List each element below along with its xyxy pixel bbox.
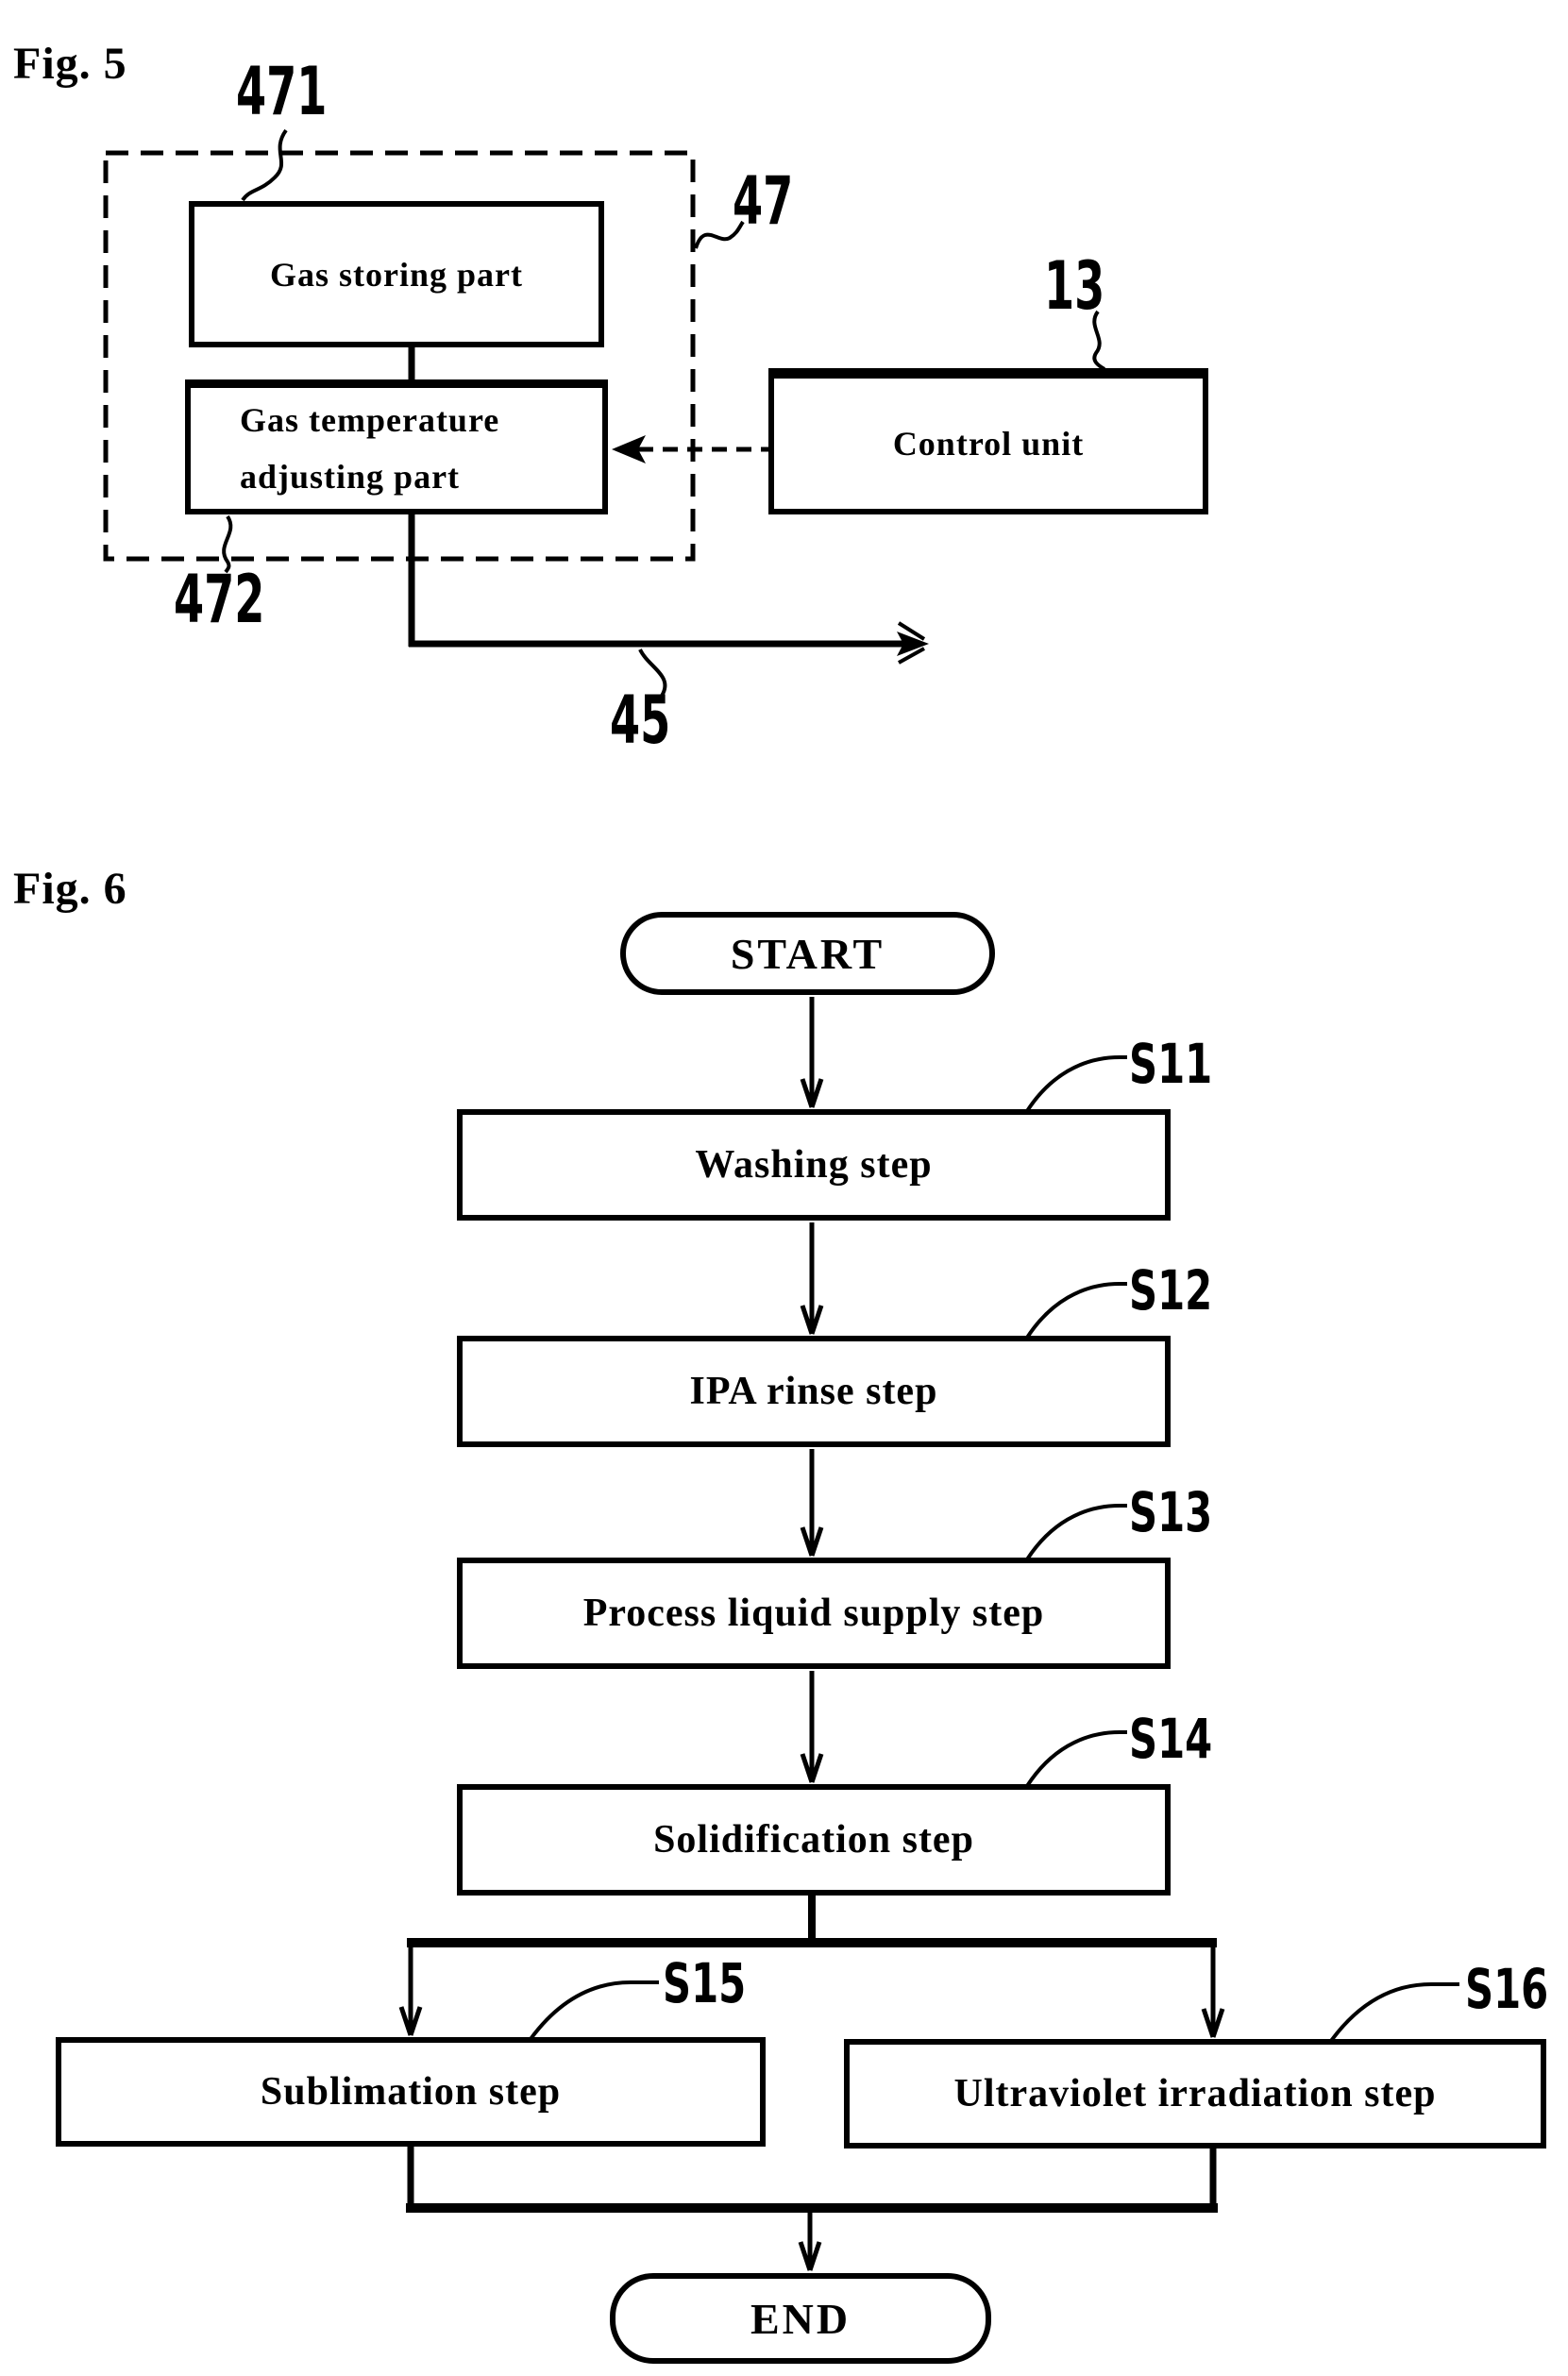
- flow-arrow-split-sublimation: [401, 1945, 420, 2035]
- fig6-title: Fig. 6: [13, 864, 127, 914]
- leader-line-s11: [1027, 1057, 1127, 1111]
- gas-temp-label-line2: adjusting part: [240, 458, 461, 496]
- step-tag-s15: S15: [663, 1951, 747, 2015]
- flow-arrow-split-ultraviolet: [1204, 1945, 1222, 2037]
- step-tag-s13: S13: [1129, 1480, 1213, 1544]
- end-label: END: [750, 2294, 851, 2343]
- gas-output-arrow-45: [897, 623, 929, 663]
- control-unit-box: [768, 368, 1208, 514]
- gas-temperature-adjusting-part-box: [185, 379, 608, 514]
- leader-line-s13: [1027, 1506, 1127, 1559]
- flow-box-process-liquid-supply: [457, 1558, 1171, 1669]
- ref-label-47: 47: [733, 162, 794, 240]
- flow-box-sublimation: [56, 2037, 766, 2147]
- solidification-step-label: Solidification step: [653, 1818, 974, 1862]
- leader-line-s14: [1027, 1732, 1127, 1786]
- ref-label-45: 45: [610, 682, 671, 759]
- control-unit-label: Control unit: [892, 425, 1085, 463]
- step-tag-s11: S11: [1129, 1032, 1213, 1096]
- start-terminal: [620, 912, 995, 995]
- leader-squiggle-471: [243, 130, 286, 200]
- flow-arrow-merge-end: [801, 2210, 819, 2270]
- start-label: START: [730, 929, 885, 978]
- leader-line-s16: [1331, 1984, 1459, 2041]
- flow-arrow-ipa-process: [802, 1449, 821, 1556]
- flow-arrow-process-solidification: [802, 1671, 821, 1782]
- leader-line-s12: [1027, 1284, 1127, 1338]
- flow-arrow-start-washing: [802, 997, 821, 1107]
- sublimation-step-label: Sublimation step: [260, 2070, 562, 2114]
- fig5-title: Fig. 5: [13, 39, 127, 89]
- step-tag-s12: S12: [1129, 1258, 1213, 1323]
- flow-box-solidification: [457, 1784, 1171, 1896]
- gas-temp-label-line1: Gas temperature: [240, 401, 500, 439]
- ultraviolet-irradiation-step-label: Ultraviolet irradiation step: [953, 2072, 1437, 2115]
- gas-storing-part-label: Gas storing part: [270, 255, 523, 294]
- flow-box-ultraviolet-irradiation: [844, 2039, 1546, 2149]
- flow-arrow-washing-ipa: [802, 1222, 821, 1334]
- gas-storing-part-box: [189, 201, 604, 347]
- step-tag-s16: S16: [1465, 1957, 1549, 2021]
- ref-label-471: 471: [236, 53, 328, 130]
- leader-line-s15: [531, 1982, 659, 2039]
- ipa-rinse-step-label: IPA rinse step: [689, 1370, 938, 1413]
- ref-label-13: 13: [1044, 247, 1105, 325]
- end-terminal: [610, 2273, 991, 2364]
- flow-box-ipa-rinse: [457, 1336, 1171, 1447]
- flow-box-washing: [457, 1109, 1171, 1221]
- washing-step-label: Washing step: [695, 1143, 933, 1187]
- process-liquid-supply-step-label: Process liquid supply step: [582, 1592, 1045, 1635]
- step-tag-s14: S14: [1129, 1707, 1213, 1771]
- dashed-control-arrow: [612, 435, 768, 463]
- ref-label-472: 472: [174, 561, 265, 638]
